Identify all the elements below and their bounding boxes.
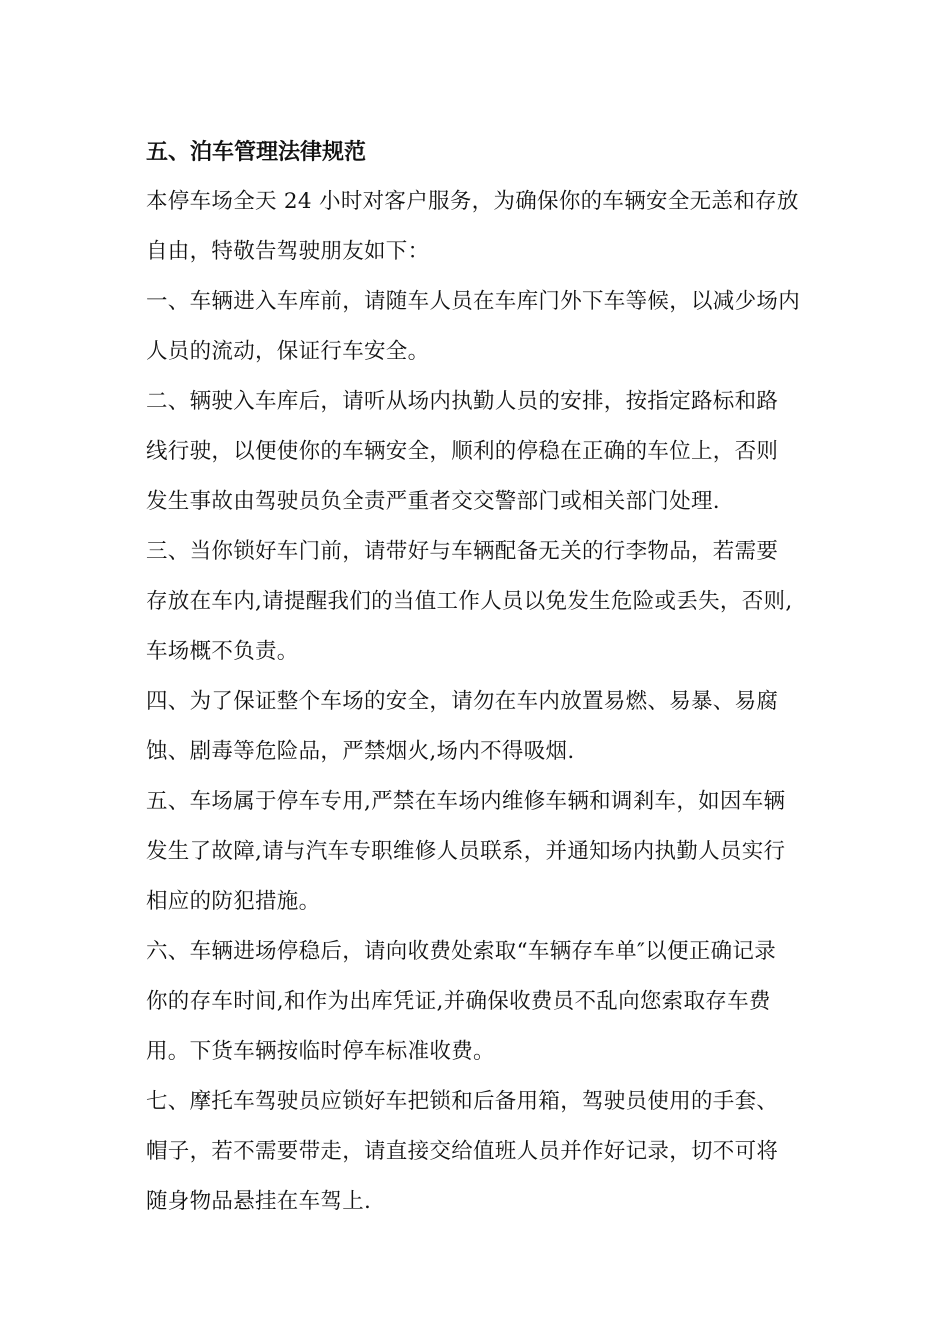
- body-line: 发生事故由驾驶员负全责严重者交交警部门或相关部门处理.: [146, 489, 720, 514]
- body-line: 存放在车内,请提醒我们的当值工作人员以免发生危险或丢失，否则,: [146, 589, 793, 614]
- body-line: 发生了故障,请与汽车专职维修人员联系，并通知场内执勤人员实行: [146, 839, 786, 864]
- body-line: 线行驶，以便使你的车辆安全，顺利的停稳在正确的车位上，否则: [146, 439, 779, 464]
- body-line: 相应的防犯措施。: [146, 889, 321, 914]
- body-line: 车场概不负责。: [146, 639, 299, 664]
- body-line: 五、车场属于停车专用,严禁在车场内维修车辆和调剎车，如因车辆: [146, 789, 786, 814]
- body-line: 帽子，若不需要带走，请直接交给值班人员并作好记录，切不可将: [146, 1139, 779, 1164]
- body-line: 自由，特敬告驾驶朋友如下：: [146, 239, 430, 264]
- body-line: 本停车场全天 24 小时对客户服务，为确保你的车辆安全无恙和存放: [146, 189, 799, 214]
- body-line: 用。下货车辆按临时停车标准收费。: [146, 1039, 495, 1064]
- body-line: 七、摩托车驾驶员应锁好车把锁和后备用箱，驾驶员使用的手套、: [146, 1089, 779, 1114]
- body-line: 一、车辆进入车库前，请随车人员在车库门外下车等候，以减少场内: [146, 289, 801, 314]
- body-line: 蚀、剧毒等危险品，严禁烟火,场内不得吸烟.: [146, 739, 575, 764]
- body-line: 你的存车时间,和作为出库凭证,并确保收费员不乱向您索取存车费: [146, 989, 771, 1014]
- section-heading: 五、泊车管理法律规范: [146, 139, 367, 165]
- body-line: 随身物品悬挂在车驾上.: [146, 1189, 372, 1214]
- body-line: 人员的流动，保证行车安全。: [146, 339, 430, 364]
- body-line: 二、辆驶入车库后，请听从场内执勤人员的安排，按指定路标和路: [146, 389, 779, 414]
- body-line: 六、车辆进场停稳后，请向收费处索取“车辆存车单″以便正确记录: [146, 939, 777, 964]
- body-line: 三、当你锁好车门前，请带好与车辆配备无关的行李物品，若需要: [146, 539, 779, 564]
- body-line: 四、为了保证整个车场的安全，请勿在车内放置易燃、易暴、易腐: [146, 689, 779, 714]
